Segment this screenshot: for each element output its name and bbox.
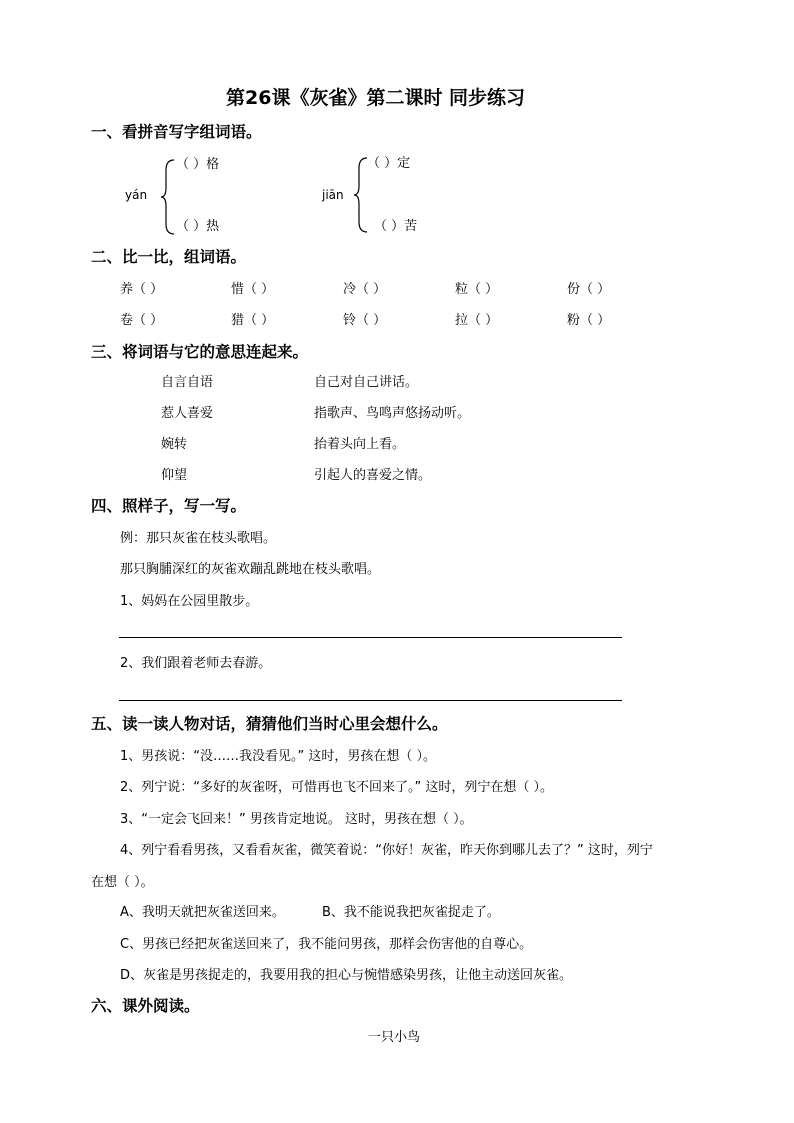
blank-yan-1[interactable]: （ ）格	[176, 157, 220, 172]
option-c: C、男孩已经把灰雀送回来了，我不能问男孩，那样会伤害他的自尊心。	[120, 937, 533, 952]
compare-blank[interactable]: 粉（ ）	[567, 313, 611, 328]
compare-blank[interactable]: 拉（ ）	[455, 313, 499, 328]
compare-blank[interactable]: 铃（ ）	[343, 313, 387, 328]
pinyin-yan: yán	[125, 188, 148, 202]
question-5-2[interactable]: 2、列宁说：“多好的灰雀呀，可惜再也飞不回来了。” 这时，列宁在想（ ）。	[120, 780, 554, 795]
compare-blank[interactable]: 养（ ）	[120, 282, 164, 297]
blank-jian-2[interactable]: （ ）苦	[374, 219, 418, 234]
question-5-4-cont[interactable]: 在想（ ）。	[91, 875, 154, 890]
page-title: 第26课《灰雀》第二课时 同步练习	[226, 87, 526, 109]
section-2-heading: 二、比一比，组词语。	[91, 248, 247, 266]
match-word[interactable]: 仰望	[161, 468, 188, 483]
compare-blank[interactable]: 粒（ ）	[455, 282, 499, 297]
match-word[interactable]: 婉转	[161, 437, 188, 452]
compare-blank[interactable]: 猎（ ）	[231, 313, 275, 328]
blank-yan-2[interactable]: （ ）热	[176, 219, 220, 234]
question-5-3[interactable]: 3、“一定会飞回来！” 男孩肯定地说。 这时，男孩在想（ ）。	[120, 812, 473, 827]
match-meaning[interactable]: 引起人的喜爱之情。	[314, 468, 432, 483]
answer-line[interactable]	[119, 700, 622, 701]
question-4-1: 1、妈妈在公园里散步。	[120, 594, 259, 609]
pinyin-jian: jiān	[322, 188, 344, 202]
answer-line[interactable]	[119, 637, 622, 638]
option-b: B、我不能说我把灰雀捉走了。	[322, 905, 500, 920]
match-word[interactable]: 惹人喜爱	[161, 406, 214, 421]
left-brace-icon	[160, 158, 176, 236]
match-meaning[interactable]: 自己对自己讲话。	[314, 375, 419, 390]
passage-title: 一只小鸟	[368, 1030, 421, 1045]
question-5-1[interactable]: 1、男孩说：“没……我没看见。” 这时，男孩在想（ ）。	[120, 749, 437, 764]
section-5-heading: 五、读一读人物对话，猜猜他们当时心里会想什么。	[91, 715, 448, 733]
compare-blank[interactable]: 冷（ ）	[343, 282, 387, 297]
question-4-2: 2、我们跟着老师去春游。	[120, 656, 272, 671]
section-6-heading: 六、课外阅读。	[91, 997, 200, 1015]
question-5-4[interactable]: 4、列宁看看男孩，又看看灰雀，微笑着说：“你好！灰雀，昨天你到哪儿去了？” 这时，列宁	[120, 843, 653, 858]
example-answer: 那只胸脯深红的灰雀欢蹦乱跳地在枝头歌唱。	[120, 562, 381, 577]
option-d: D、灰雀是男孩捉走的，我要用我的担心与惋惜感染男孩，让他主动送回灰雀。	[120, 968, 573, 983]
match-meaning[interactable]: 指歌声、鸟鸣声悠扬动听。	[314, 406, 471, 421]
blank-jian-1[interactable]: （ ）定	[367, 156, 411, 171]
match-word[interactable]: 自言自语	[161, 375, 214, 390]
compare-blank[interactable]: 份（ ）	[567, 282, 611, 297]
option-a: A、我明天就把灰雀送回来。	[120, 905, 285, 920]
match-meaning[interactable]: 抬着头向上看。	[314, 437, 406, 452]
example-sentence: 例：那只灰雀在枝头歌唱。	[120, 531, 277, 546]
compare-blank[interactable]: 惜（ ）	[231, 282, 275, 297]
section-3-heading: 三、将词语与它的意思连起来。	[91, 343, 309, 361]
section-1-heading: 一、看拼音写字组词语。	[91, 123, 262, 141]
compare-blank[interactable]: 卷（ ）	[120, 313, 164, 328]
section-4-heading: 四、照样子，写一写。	[91, 497, 247, 515]
